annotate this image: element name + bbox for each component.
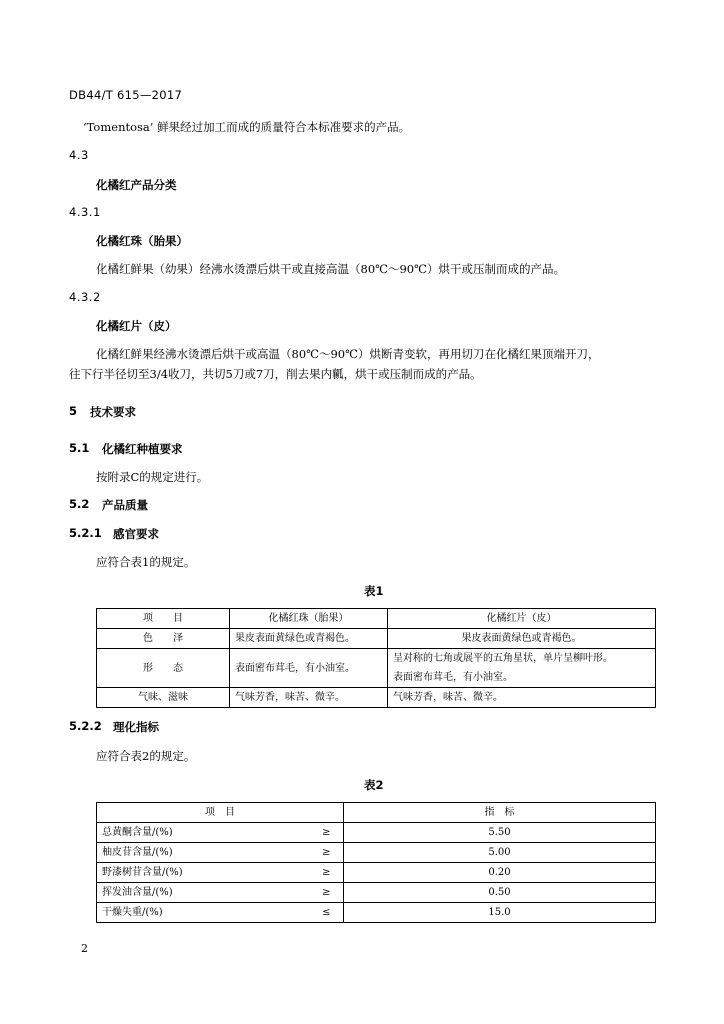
physicochemical-index-table xyxy=(96,802,656,923)
section-5-title: 技术要求 xyxy=(90,405,136,419)
section-5-number: 5 xyxy=(69,404,78,418)
table-header-row xyxy=(97,609,656,629)
table-header-cell: 项 目 xyxy=(97,609,230,629)
table-cell: 挥发油含量/(%) xyxy=(97,883,310,903)
section-5-2-1-text: 应符合表1的规定。 xyxy=(96,555,196,569)
table-cell: 0.20 xyxy=(344,863,656,883)
table-cell: ≤ xyxy=(310,903,344,923)
table-cell-line: 呈对称的七角或展平的五角星状，单片呈柳叶形。 xyxy=(393,653,613,664)
table-cell: 果皮表面黄绿色或青褐色。 xyxy=(388,629,656,649)
table-cell: 干燥失重/(%) xyxy=(97,903,310,923)
section-4-3-1-number: 4.3.1 xyxy=(69,205,101,219)
table2-caption: 表2 xyxy=(364,778,384,792)
section-5-2-2-number: 5.2.2 xyxy=(69,719,102,733)
table-row xyxy=(97,688,656,708)
table-cell: 气味、滋味 xyxy=(97,688,230,708)
table-cell: ≥ xyxy=(310,823,344,843)
table-cell: 15.0 xyxy=(344,903,656,923)
table-header-cell: 项 目 xyxy=(97,803,344,823)
table-row xyxy=(97,863,656,883)
table-cell: 野漆树苷含量/(%) xyxy=(97,863,310,883)
table-cell: 表面密布茸毛，有小油室。 xyxy=(230,649,388,688)
section-4-3-2-text-line1: 化橘红鲜果经沸水烫漂后烘干或高温（80℃～90℃）烘断青变软，再用切刀在化橘红果顶端开刀， xyxy=(96,347,600,361)
document-header: DB44/T 615—2017 xyxy=(69,88,183,102)
table-cell: 5.00 xyxy=(344,843,656,863)
tomentosa-paragraph: ‘Tomentosa’ 鲜果经过加工而成的质量符合本标准要求的产品。 xyxy=(83,120,411,134)
section-5-2-1-number: 5.2.1 xyxy=(69,526,102,540)
section-5-1-number: 5.1 xyxy=(69,441,90,455)
page-number: 2 xyxy=(81,942,88,955)
table-cell xyxy=(388,649,656,688)
table-cell: 气味芳香，味苦、微辛。 xyxy=(388,688,656,708)
table-row xyxy=(97,823,656,843)
section-4-3-title: 化橘红产品分类 xyxy=(96,178,177,192)
sensory-requirements-table xyxy=(96,608,656,708)
section-5-1-text: 按附录C的规定进行。 xyxy=(96,470,209,484)
table-row xyxy=(97,649,656,688)
table1-caption: 表1 xyxy=(364,584,384,598)
table-header-cell: 化橘红珠（胎果） xyxy=(230,609,388,629)
section-4-3-2-text-line2: 往下行半径切至3/4收刀，共切5刀或7刀，削去果内瓤，烘干或压制而成的产品。 xyxy=(69,367,482,381)
section-4-3-1-title: 化橘红珠（胎果） xyxy=(96,234,188,248)
table-cell: 柚皮苷含量/(%) xyxy=(97,843,310,863)
table-header-cell: 指 标 xyxy=(344,803,656,823)
table-header-row xyxy=(97,803,656,823)
table-cell: 总黄酮含量/(%) xyxy=(97,823,310,843)
section-4-3-1-text: 化橘红鲜果（幼果）经沸水烫漂后烘干或直接高温（80℃～90℃）烘干或压制而成的产品。 xyxy=(96,262,565,276)
table-cell-line: 表面密布茸毛，有小油室。 xyxy=(393,672,513,683)
table-row xyxy=(97,629,656,649)
table-cell: ≥ xyxy=(310,883,344,903)
table-row xyxy=(97,883,656,903)
section-5-2-number: 5.2 xyxy=(69,497,90,511)
section-4-3-2-number: 4.3.2 xyxy=(69,290,101,304)
table-row xyxy=(97,843,656,863)
section-5-2-title: 产品质量 xyxy=(102,498,148,512)
section-5-2-2-text: 应符合表2的规定。 xyxy=(96,749,196,763)
table-cell: 形 态 xyxy=(97,649,230,688)
table-cell: 气味芳香，味苦、微辛。 xyxy=(230,688,388,708)
section-5-1-title: 化橘红种植要求 xyxy=(102,442,183,456)
table-cell: 色 泽 xyxy=(97,629,230,649)
table-row xyxy=(97,903,656,923)
section-4-3-number: 4.3 xyxy=(69,148,89,162)
table-cell: ≥ xyxy=(310,863,344,883)
table-cell: ≥ xyxy=(310,843,344,863)
table-cell: 果皮表面黄绿色或青褐色。 xyxy=(230,629,388,649)
section-5-2-2-title: 理化指标 xyxy=(113,720,159,734)
section-5-2-1-title: 感官要求 xyxy=(113,527,159,541)
table-header-cell: 化橘红片（皮） xyxy=(388,609,656,629)
section-4-3-2-title: 化橘红片（皮） xyxy=(96,319,177,333)
table-cell: 0.50 xyxy=(344,883,656,903)
table-cell: 5.50 xyxy=(344,823,656,843)
